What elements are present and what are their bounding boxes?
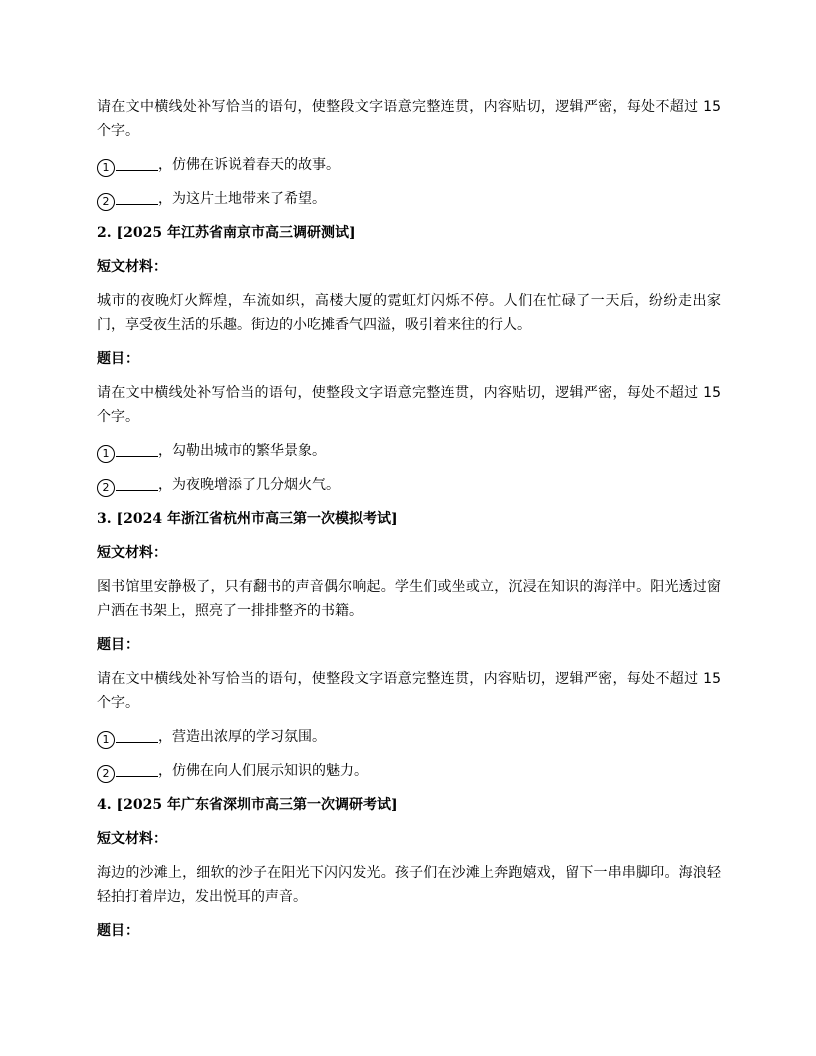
fill-blank bbox=[116, 188, 158, 205]
fill-blank bbox=[116, 440, 158, 457]
item-text: ，为这片土地带来了希望。 bbox=[158, 191, 326, 207]
question-item bbox=[97, 473, 721, 497]
question-label: 题目： bbox=[97, 637, 139, 653]
intro-item-1 bbox=[97, 153, 721, 177]
material-label: 短文材料： bbox=[97, 259, 167, 275]
item-number: 2 bbox=[97, 193, 115, 211]
intro-instruction: 请在文中横线处补写恰当的语句，使整段文字语意完整连贯，内容贴切，逻辑严密，每处不超过 15 个字。 bbox=[97, 99, 721, 139]
item-text: ，为夜晚增添了几分烟火气。 bbox=[158, 477, 340, 493]
fill-blank bbox=[116, 760, 158, 777]
item-number: 2 bbox=[97, 765, 115, 783]
item-text: ，仿佛在向人们展示知识的魅力。 bbox=[158, 763, 368, 779]
item-number: 1 bbox=[97, 445, 115, 463]
question-item bbox=[97, 725, 721, 749]
question-heading: 2. [2025 年江苏省南京市高三调研测试] bbox=[97, 225, 356, 241]
question-heading: 4. [2025 年广东省深圳市高三第一次调研考试] bbox=[97, 797, 398, 813]
material-label: 短文材料： bbox=[97, 545, 167, 561]
material-text: 海边的沙滩上，细软的沙子在阳光下闪闪发光。孩子们在沙滩上奔跑嬉戏，留下一串串脚印。海浪轻轻拍打着岸边，发出悦耳的声音。 bbox=[97, 865, 721, 905]
material-text: 城市的夜晚灯火辉煌，车流如织，高楼大厦的霓虹灯闪烁不停。人们在忙碌了一天后，纷纷走出家门，享受夜生活的乐趣。街边的小吃摊香气四溢，吸引着来往的行人。 bbox=[97, 293, 721, 333]
question-label: 题目： bbox=[97, 923, 139, 939]
item-number: 1 bbox=[97, 731, 115, 749]
item-text: ，营造出浓厚的学习氛围。 bbox=[158, 729, 326, 745]
fill-blank bbox=[116, 474, 158, 491]
item-number: 2 bbox=[97, 479, 115, 497]
question-heading: 3. [2024 年浙江省杭州市高三第一次模拟考试] bbox=[97, 511, 398, 527]
item-number: 1 bbox=[97, 159, 115, 177]
question-instruction: 请在文中横线处补写恰当的语句，使整段文字语意完整连贯，内容贴切，逻辑严密，每处不超过 15 个字。 bbox=[97, 385, 721, 425]
question-label: 题目： bbox=[97, 351, 139, 367]
question-instruction: 请在文中横线处补写恰当的语句，使整段文字语意完整连贯，内容贴切，逻辑严密，每处不超过 15 个字。 bbox=[97, 671, 721, 711]
intro-item-2 bbox=[97, 187, 721, 211]
item-text: ，仿佛在诉说着春天的故事。 bbox=[158, 157, 340, 173]
question-item bbox=[97, 759, 721, 783]
material-text: 图书馆里安静极了，只有翻书的声音偶尔响起。学生们或坐或立，沉浸在知识的海洋中。阳光透过窗户洒在书架上，照亮了一排排整齐的书籍。 bbox=[97, 579, 721, 619]
fill-blank bbox=[116, 726, 158, 743]
question-item bbox=[97, 439, 721, 463]
fill-blank bbox=[116, 154, 158, 171]
item-text: ，勾勒出城市的繁华景象。 bbox=[158, 443, 326, 459]
document-content bbox=[97, 95, 721, 953]
material-label: 短文材料： bbox=[97, 831, 167, 847]
